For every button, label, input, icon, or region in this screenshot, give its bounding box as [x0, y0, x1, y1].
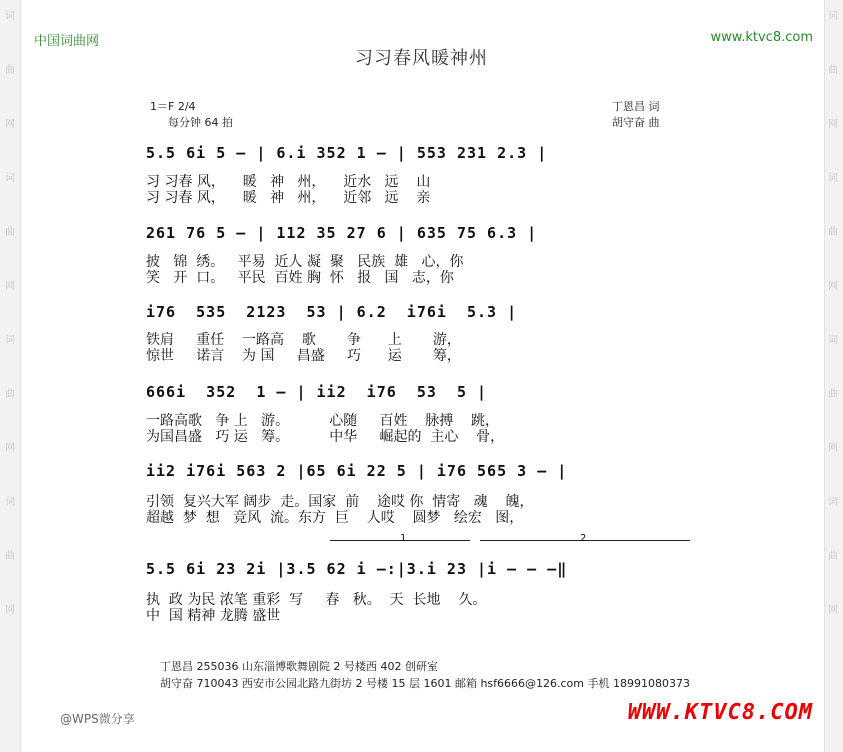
- score-row: 5.5 6i 5 — | 6.i 352 1 — | 553 231 2.3 |: [146, 144, 548, 162]
- lyric-verse-1: 习 习春 风， 暖 神 州， 近水 远 山: [146, 174, 431, 190]
- lyric-verse-2: 笑 开 口。 平民 百姓 胸 怀 报 国 志，你: [146, 270, 454, 286]
- score-row: ii2 i76i 563 2 |65 6i 22 5 | i76 565 3 — |: [146, 462, 568, 480]
- wps-share-label[interactable]: @WPS微分享: [60, 712, 135, 726]
- composer-credit: 胡守奋 曲: [612, 116, 660, 129]
- lyric-verse-2: 习 习春 风， 暖 神 州， 近邻 远 亲: [146, 190, 431, 206]
- lyricist-credit: 丁恩昌 词: [612, 100, 660, 113]
- site-url-right[interactable]: www.ktvc8.com: [710, 30, 813, 45]
- score-row: 666i 352 1 — | ii2 i76 53 5 |: [146, 383, 488, 401]
- lyric-verse-2: 为国昌盛 巧 运 筹。 中华 崛起的 主心 骨，: [146, 429, 505, 445]
- watermark-left: 词 曲 网 词 曲 网 词 曲 网 词 曲 网: [5, 11, 15, 616]
- tempo-marking: 每分钟 64 拍: [168, 116, 233, 129]
- score-row: i76 535 2123 53 | 6.2 i76i 5.3 |: [146, 303, 518, 321]
- lyric-verse-1: 铁肩 重任 一路高 歌 争 上 游，: [146, 332, 461, 348]
- score-page: [20, 0, 825, 752]
- ktvc8-logo: WWW.KTVC8.COM: [627, 700, 813, 725]
- lyricist-address: 丁恩昌 255036 山东淄博歌舞剧院 2 号楼西 402 创研室: [160, 660, 438, 673]
- lyric-verse-2: 中 国 精神 龙腾 盛世: [146, 608, 281, 624]
- key-signature: 1＝F 2/4: [150, 100, 196, 113]
- lyric-verse-1: 披 锦 绣。 平易 近人 凝 聚 民族 雄 心，你: [146, 254, 464, 270]
- site-name-left[interactable]: 中国词曲网: [34, 34, 100, 49]
- lyric-verse-1: 一路高歌 争 上 游。 心随 百姓 脉搏 跳，: [146, 413, 500, 429]
- volta-brackets: [330, 533, 690, 546]
- lyric-verse-2: 惊世 诺言 为 国 昌盛 巧 运 筹，: [146, 348, 461, 364]
- score-row: 5.5 6i 23 2i |3.5 62 i —:|3.i 23 |i — — —‖: [146, 560, 568, 578]
- composer-address: 胡守奋 710043 西安市公园北路九街坊 2 号楼 15 层 1601 邮箱 hsf6666@126.com 手机 18991080373: [160, 677, 690, 690]
- watermark-right: 词 曲 网 词 曲 网 词 曲 网 词 曲 网: [828, 11, 838, 616]
- lyric-verse-2: 超越 梦 想 竞风 流。东方 巨 人哎 圆梦 绘宏 图，: [146, 510, 524, 526]
- lyric-verse-1: 执 政 为民 浓笔 重彩 写 春 秋。 天 长地 久。: [146, 592, 487, 608]
- song-title: 习习春风暖神州: [355, 48, 488, 69]
- lyric-verse-1: 引领 复兴大军 阔步 走。国家 前 途哎 你 情寄 魂 魄，: [146, 494, 534, 510]
- volta-first-number: 1: [400, 533, 407, 544]
- score-row: 261 76 5 — | 112 35 27 6 | 635 75 6.3 |: [146, 224, 538, 242]
- volta-second-number: 2: [580, 533, 587, 544]
